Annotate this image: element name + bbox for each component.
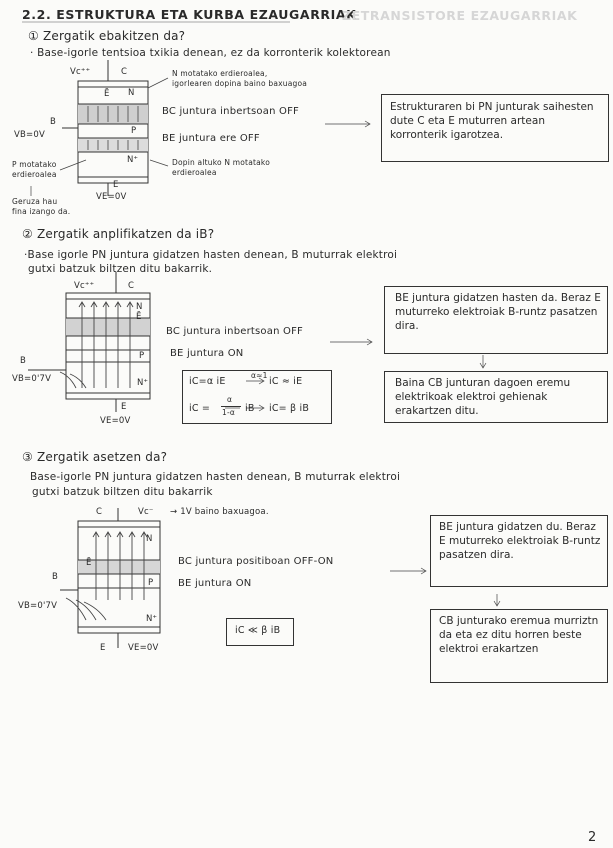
s2-box2 [384, 371, 608, 423]
s2-nplus-label: N⁺ [137, 378, 149, 388]
s2-eq2c: iC= β iB [269, 403, 310, 414]
section2-line1: ·Base igorle PN juntura gidatzen hasten denean, B muturrak elektroi [24, 249, 398, 261]
s2-c-label: C [128, 281, 135, 291]
s2-box1-text: BE juntura gidatzen hasten da. Beraz E muturreko elektroiak B-runtz pasatzen dira. [395, 292, 601, 332]
s2-vb-label: VB=0'7V [12, 374, 52, 384]
s2-eq1b: α≈1 [251, 371, 268, 380]
s2-ve-label: VE=0V [100, 416, 131, 426]
s3-eq: iC ≪ β iB [235, 625, 281, 636]
s1-left-note3: Geruza hau [12, 197, 58, 206]
s1-b-label: B [50, 117, 57, 127]
page-number: 2 [588, 830, 597, 845]
section1-line: · Base-igorle tentsioa txikia denean, ez da korronterik kolektorean [30, 47, 391, 59]
s3-e-label: E [100, 643, 106, 653]
s3-bc-text: BC juntura positiboan OFF-ON [178, 556, 334, 567]
s2-ebar-label: Ē [136, 312, 142, 322]
section2-heading: ② Zergatik anplifikatzen da iB? [22, 227, 215, 241]
s1-left-note1: P motatako [12, 160, 57, 169]
s2-eq2b: iB [245, 403, 255, 414]
s2-be-text: BE juntura ON [170, 348, 244, 359]
fraction-bar [221, 406, 241, 407]
s3-b-label: B [52, 572, 59, 582]
s2-e-label: E [121, 402, 127, 412]
s2-n-label: N [136, 302, 143, 312]
s1-nplus-label: N⁺ [127, 155, 139, 165]
s3-vc-note: → 1V baino baxuagoa. [170, 507, 269, 517]
s1-vb-label: VB=0V [14, 130, 45, 140]
s1-left-note2: erdieroalea [12, 170, 57, 179]
s1-n-label: N [128, 88, 135, 98]
s3-equation-box [226, 618, 294, 646]
s2-box1 [384, 286, 608, 354]
s1-p-label: P [131, 126, 137, 136]
s2-eq2-num: α [227, 395, 233, 404]
s3-c-label: C [96, 507, 103, 517]
s2-eq1a: iC=α iE [189, 376, 226, 387]
transistor-diagram-2 [28, 272, 150, 412]
s1-bc-text: BC juntura inbertsoan OFF [162, 106, 299, 117]
s2-eq2a: iC = [189, 403, 211, 414]
section3-line1: Base-igorle PN juntura gidatzen hasten denean, B muturrak elektroi [30, 471, 401, 483]
s3-n-label: N [146, 534, 153, 544]
s3-p-label: P [148, 578, 154, 588]
section1-heading: ① Zergatik ebakitzen da? [28, 29, 186, 43]
s2-eq1c: iC ≈ iE [269, 376, 303, 387]
faded-title: ZETRANSISTORE EZAUGARRIAK [342, 8, 578, 23]
section3-line2: gutxi batzuk biltzen ditu bakarrik [32, 486, 213, 498]
s1-note-top: N motatako erdieroalea, [172, 69, 268, 78]
s3-be-text: BE juntura ON [178, 578, 252, 589]
s3-ve-label: VE=0V [128, 643, 159, 653]
s3-box2-text: CB junturako eremua murriztn da eta ez ditu horren beste elektroi erakartzen [439, 615, 599, 655]
s2-b-label: B [20, 356, 27, 366]
s3-ebar-label: Ē [86, 558, 92, 568]
s2-eq2-den: 1-α [222, 408, 236, 417]
s3-nplus-label: N⁺ [146, 614, 158, 624]
s3-box2 [430, 609, 608, 683]
s3-box1-text: BE juntura gidatzen du. Beraz E muturreko elektroiak B-runtz pasatzen dira. [439, 521, 601, 561]
s2-bc-text: BC juntura inbertsoan OFF [166, 326, 303, 337]
s1-explanation-box [381, 94, 609, 162]
s1-note-top2: igorlearen dopina baino baxuagoa [172, 79, 308, 88]
s2-vc-label: Vc⁺⁺ [74, 281, 95, 291]
section3-heading: ③ Zergatik asetzen da? [22, 450, 168, 464]
section2-line2: gutxi batzuk biltzen ditu bakarrik. [28, 263, 213, 275]
s1-left-note4: fina izango da. [12, 207, 71, 216]
s1-note-bottom2: erdieroalea [172, 168, 217, 177]
s1-box-text: Estrukturaren bi PN junturak saihesten dute C eta E muturren artean korronterik igarotzea. [390, 101, 594, 141]
s1-vc-label: Vc⁺⁺ [70, 67, 91, 77]
s1-c-label: C [121, 67, 128, 77]
s1-ebar-label: Ē [104, 89, 110, 99]
page-title: 2.2. ESTRUKTURA ETA KURBA EZAUGARRIAK [22, 7, 357, 22]
s3-vb-label: VB=0'7V [18, 601, 58, 611]
s1-ve-label: VE=0V [96, 192, 127, 202]
s1-e-label: E [113, 180, 119, 190]
s3-vc-label: Vc⁻ [138, 507, 154, 517]
s2-equation-box [182, 370, 332, 424]
s3-box1 [430, 515, 608, 587]
s1-note-bottom: Dopin altuko N motatako [172, 158, 270, 167]
s1-be-text: BE juntura ere OFF [162, 133, 260, 144]
s2-box2-text: Baina CB junturan dagoen eremu elektrikoak elektroi gehienak erakartzen ditu. [395, 377, 571, 417]
transistor-diagram-3 [60, 508, 160, 648]
s2-p-label: P [139, 351, 145, 361]
